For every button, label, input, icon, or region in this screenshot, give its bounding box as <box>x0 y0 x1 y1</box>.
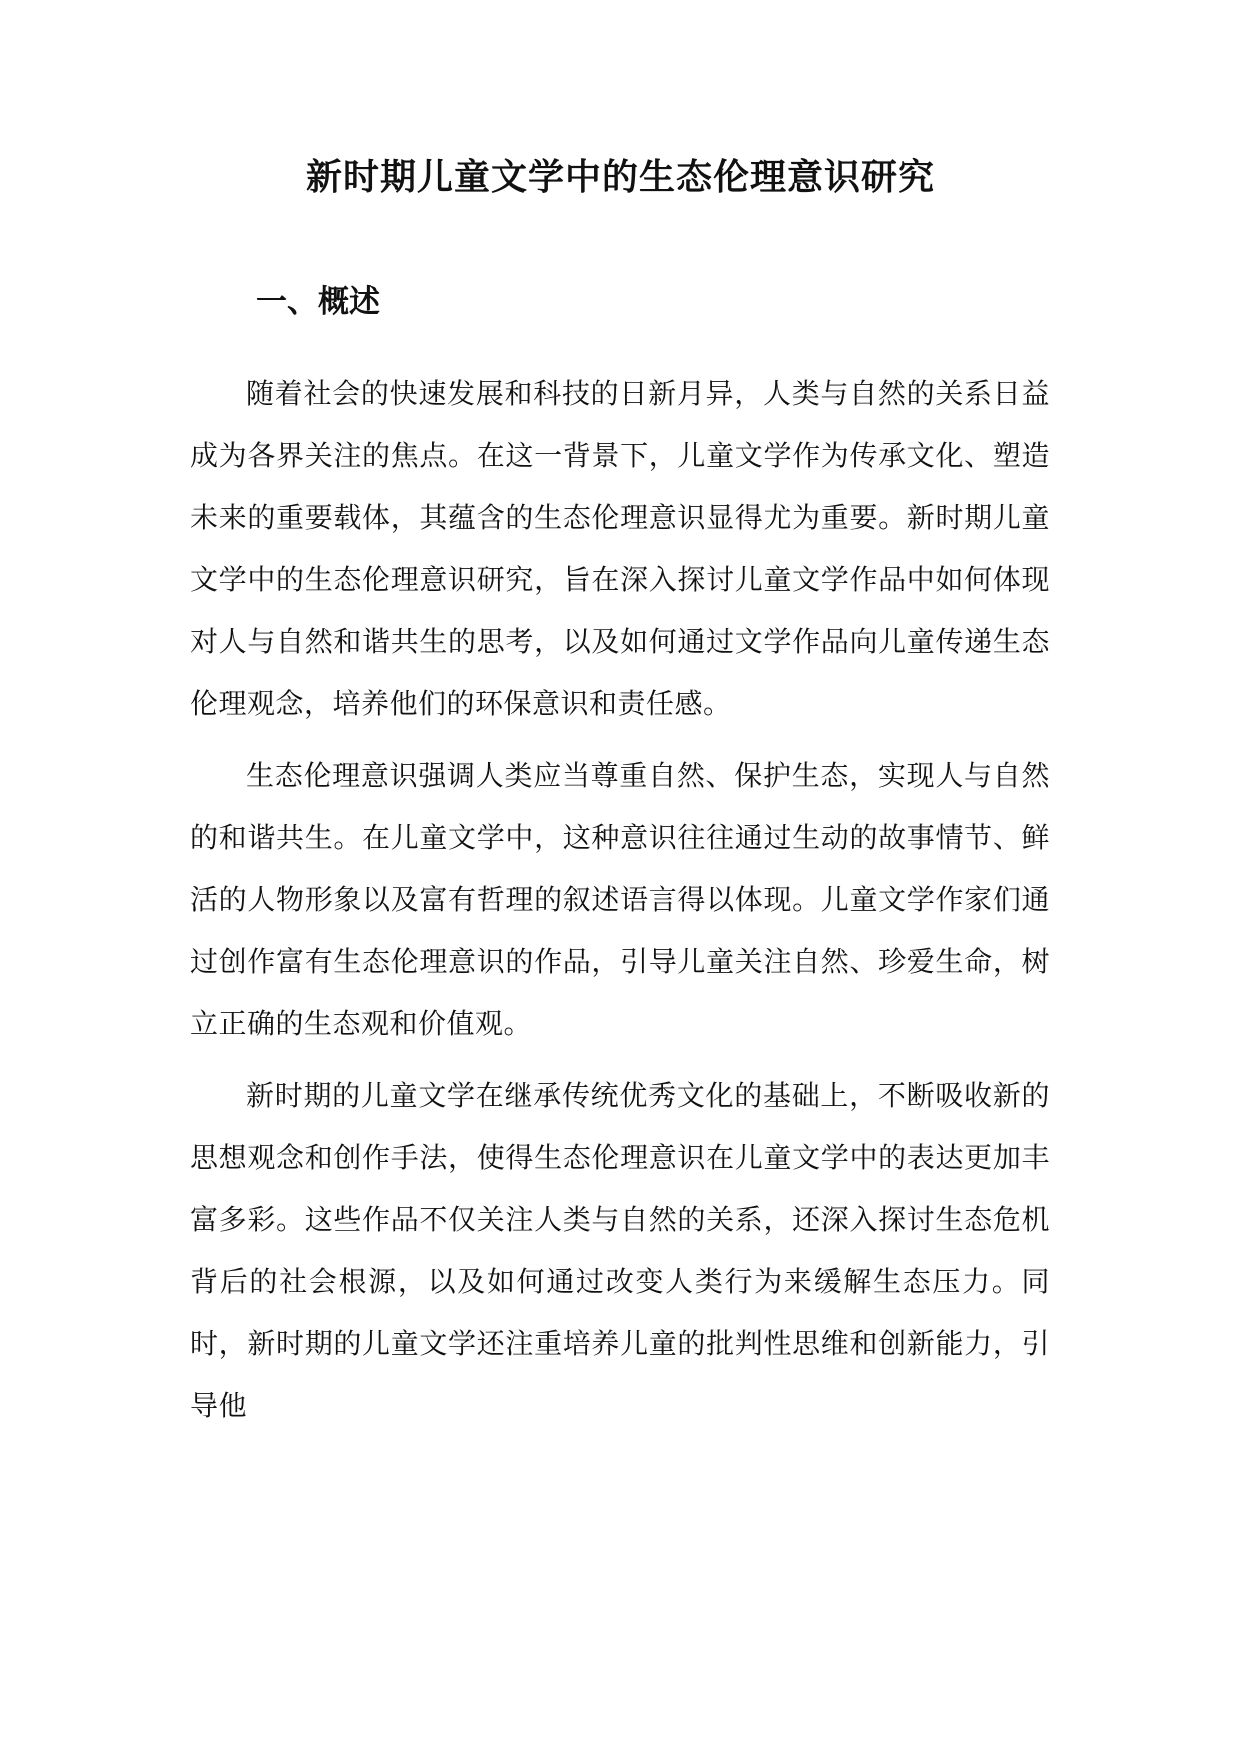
paragraph: 随着社会的快速发展和科技的日新月异，人类与自然的关系日益成为各界关注的焦点。在这一背景下，儿童文学作为传承文化、塑造未来的重要载体，其蕴含的生态伦理意识显得尤为重要。新时期儿童文学中的生态伦理意识研究，旨在深入探讨儿童文学作品中如何体现对人与自然和谐共生的思考，以及如何通过文学作品向儿童传递生态伦理观念，培养他们的环保意识和责任感。 <box>190 377 1050 720</box>
section-heading: 一、概述 <box>256 284 380 320</box>
document-body <box>190 363 1050 1437</box>
page-title: 新时期儿童文学中的生态伦理意识研究 <box>305 156 935 198</box>
paragraph: 生态伦理意识强调人类应当尊重自然、保护生态，实现人与自然的和谐共生。在儿童文学中，这种意识往往通过生动的故事情节、鲜活的人物形象以及富有哲理的叙述语言得以体现。儿童文学作家们通过创作富有生态伦理意识的作品，引导儿童关注自然、珍爱生命，树立正确的生态观和价值观。 <box>190 759 1050 1040</box>
paragraph: 新时期的儿童文学在继承传统优秀文化的基础上，不断吸收新的思想观念和创作手法，使得生态伦理意识在儿童文学中的表达更加丰富多彩。这些作品不仅关注人类与自然的关系，还深入探讨生态危机背后的社会根源，以及如何通过改变人类行为来缓解生态压力。同时，新时期的儿童文学还注重培养儿童的批判性思维和创新能力，引导他 <box>190 1079 1050 1422</box>
